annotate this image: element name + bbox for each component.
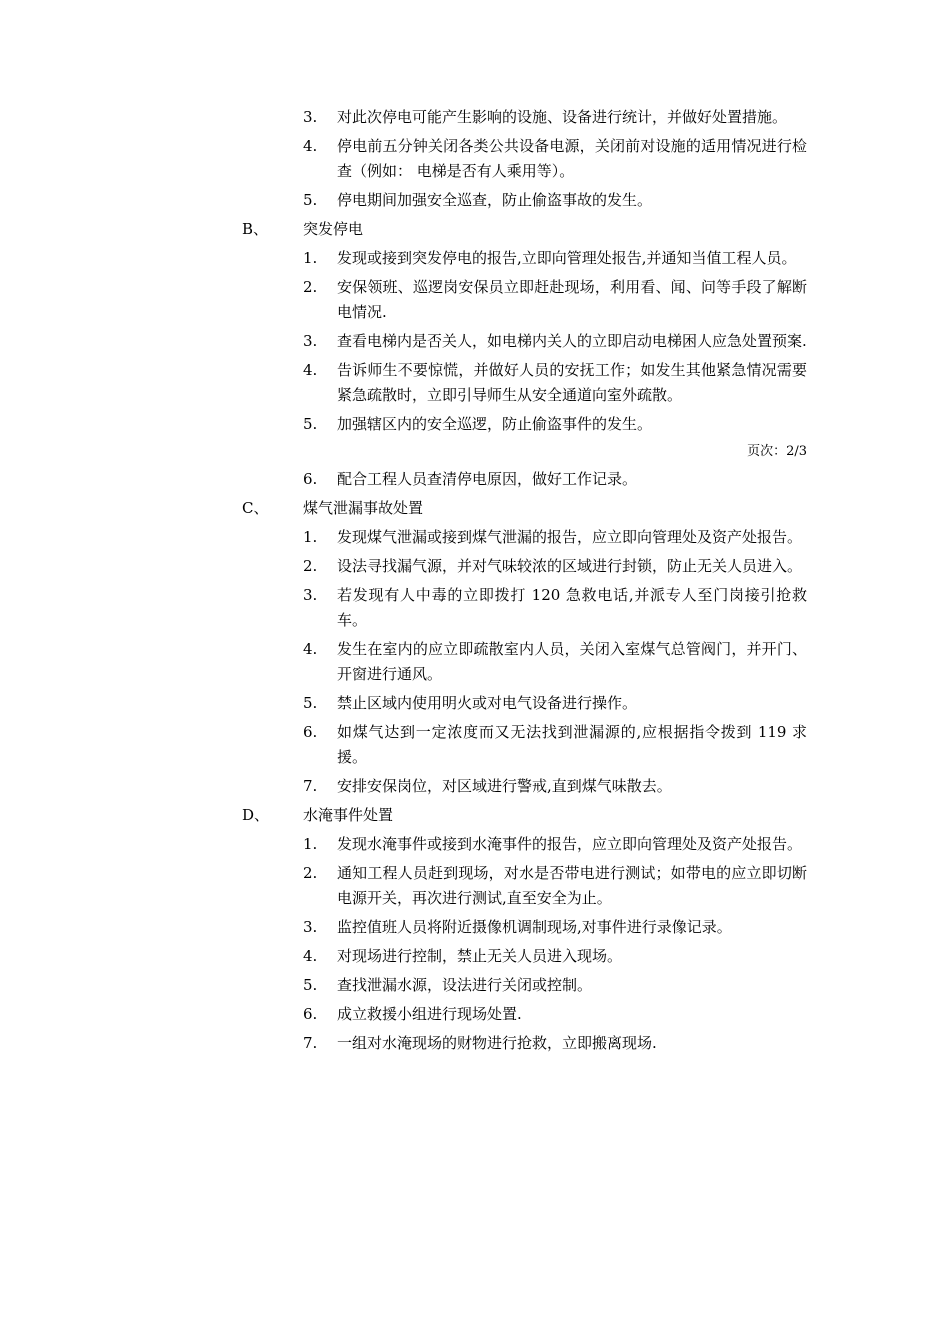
section-letter: B、 [242,220,269,238]
list-item [303,105,807,130]
item-number: 6. [303,1005,318,1023]
item-text: 安保领班、巡逻岗安保员立即赶赴现场，利用看、闻、问等手段了解断电情况. [337,278,807,321]
item-number: 4. [303,137,318,155]
section-heading-b [0,217,950,242]
item-text: 发现水淹事件或接到水淹事件的报告，应立即向管理处及资产处报告。 [337,835,803,853]
item-number: 1. [303,835,318,853]
section-title: 水淹事件处置 [303,806,394,824]
item-number: 3. [303,332,318,350]
section-title: 突发停电 [303,220,364,238]
item-text: 监控值班人员将附近摄像机调制现场,对事件进行录像记录。 [337,918,732,936]
section-heading-c [0,496,950,521]
item-number: 2. [303,557,318,575]
list-item [303,583,807,633]
list-item [303,275,807,325]
item-number: 6. [303,470,318,488]
item-text: 加强辖区内的安全巡逻，防止偷盗事件的发生。 [337,415,653,433]
item-number: 4. [303,640,318,658]
item-text: 查找泄漏水源，设法进行关闭或控制。 [337,976,593,994]
list-item [303,832,807,857]
item-text: 如煤气达到一定浓度而又无法找到泄漏源的,应根据指令拨到 119 求援。 [337,723,807,766]
list-item [303,1031,807,1056]
list-item [303,467,807,492]
item-number: 5. [303,694,318,712]
item-text: 一组对水淹现场的财物进行抢救，立即搬离现场. [337,1034,657,1052]
list-item [303,412,807,437]
section-letter: D、 [242,806,270,824]
list-item [303,915,807,940]
item-number: 2. [303,278,318,296]
item-number: 7. [303,1034,318,1052]
item-text: 停电期间加强安全巡查，防止偷盗事故的发生。 [337,191,653,209]
section-letter: C、 [242,499,269,517]
list-item [303,944,807,969]
list-item [303,525,807,550]
list-item [303,720,807,770]
section-heading-d [0,803,950,828]
list-item [303,973,807,998]
item-number: 4. [303,947,318,965]
item-number: 7. [303,777,318,795]
item-text: 对现场进行控制，禁止无关人员进入现场。 [337,947,623,965]
list-item [303,691,807,716]
item-text: 禁止区域内使用明火或对电气设备进行操作。 [337,694,638,712]
list-item [303,861,807,911]
list-item [303,246,807,271]
item-text: 发现或接到突发停电的报告,立即向管理处报告,并通知当值工程人员。 [337,249,797,267]
item-number: 6. [303,723,318,741]
item-text: 安排安保岗位，对区域进行警戒,直到煤气味散去。 [337,777,672,795]
section-title: 煤气泄漏事故处置 [303,499,424,517]
item-text: 成立救援小组进行现场处置. [337,1005,522,1023]
item-number: 1. [303,249,318,267]
item-text: 通知工程人员赶到现场，对水是否带电进行测试；如带电的应立即切断电源开关，再次进行测试,直至安全为止。 [337,864,807,907]
item-number: 2. [303,864,318,882]
page-number: 页次：2/3 [747,444,807,459]
list-item [303,1002,807,1027]
item-text: 发现煤气泄漏或接到煤气泄漏的报告，应立即向管理处及资产处报告。 [337,528,803,546]
list-item [303,554,807,579]
item-number: 3. [303,108,318,126]
list-item [303,358,807,408]
item-text: 若发现有人中毒的立即拨打 120 急救电话,并派专人至门岗接引抢救车。 [337,586,807,629]
item-number: 3. [303,918,318,936]
item-text: 发生在室内的应立即疏散室内人员，关闭入室煤气总管阀门，并开门、开窗进行通风。 [337,640,807,683]
item-text: 对此次停电可能产生影响的设施、设备进行统计，并做好处置措施。 [337,108,788,126]
item-text: 查看电梯内是否关人，如电梯内关人的立即启动电梯困人应急处置预案. [337,332,807,350]
item-text: 告诉师生不要惊慌，并做好人员的安抚工作；如发生其他紧急情况需要紧急疏散时，立即引导师生从安全通道向室外疏散。 [337,361,807,404]
list-item [303,134,807,184]
item-text: 设法寻找漏气源，并对气味较浓的区域进行封锁，防止无关人员进入。 [337,557,803,575]
item-number: 1. [303,528,318,546]
item-number: 4. [303,361,318,379]
item-number: 5. [303,191,318,209]
item-number: 3. [303,586,318,604]
item-text: 停电前五分钟关闭各类公共设备电源，关闭前对设施的适用情况进行检查（例如： 电梯是否有人乘用等）。 [337,137,807,180]
item-number: 5. [303,415,318,433]
item-number: 5. [303,976,318,994]
list-item [303,329,807,354]
document-body [0,105,950,1060]
list-item [303,188,807,213]
list-item [303,637,807,687]
list-item [303,774,807,799]
item-text: 配合工程人员查清停电原因，做好工作记录。 [337,470,638,488]
